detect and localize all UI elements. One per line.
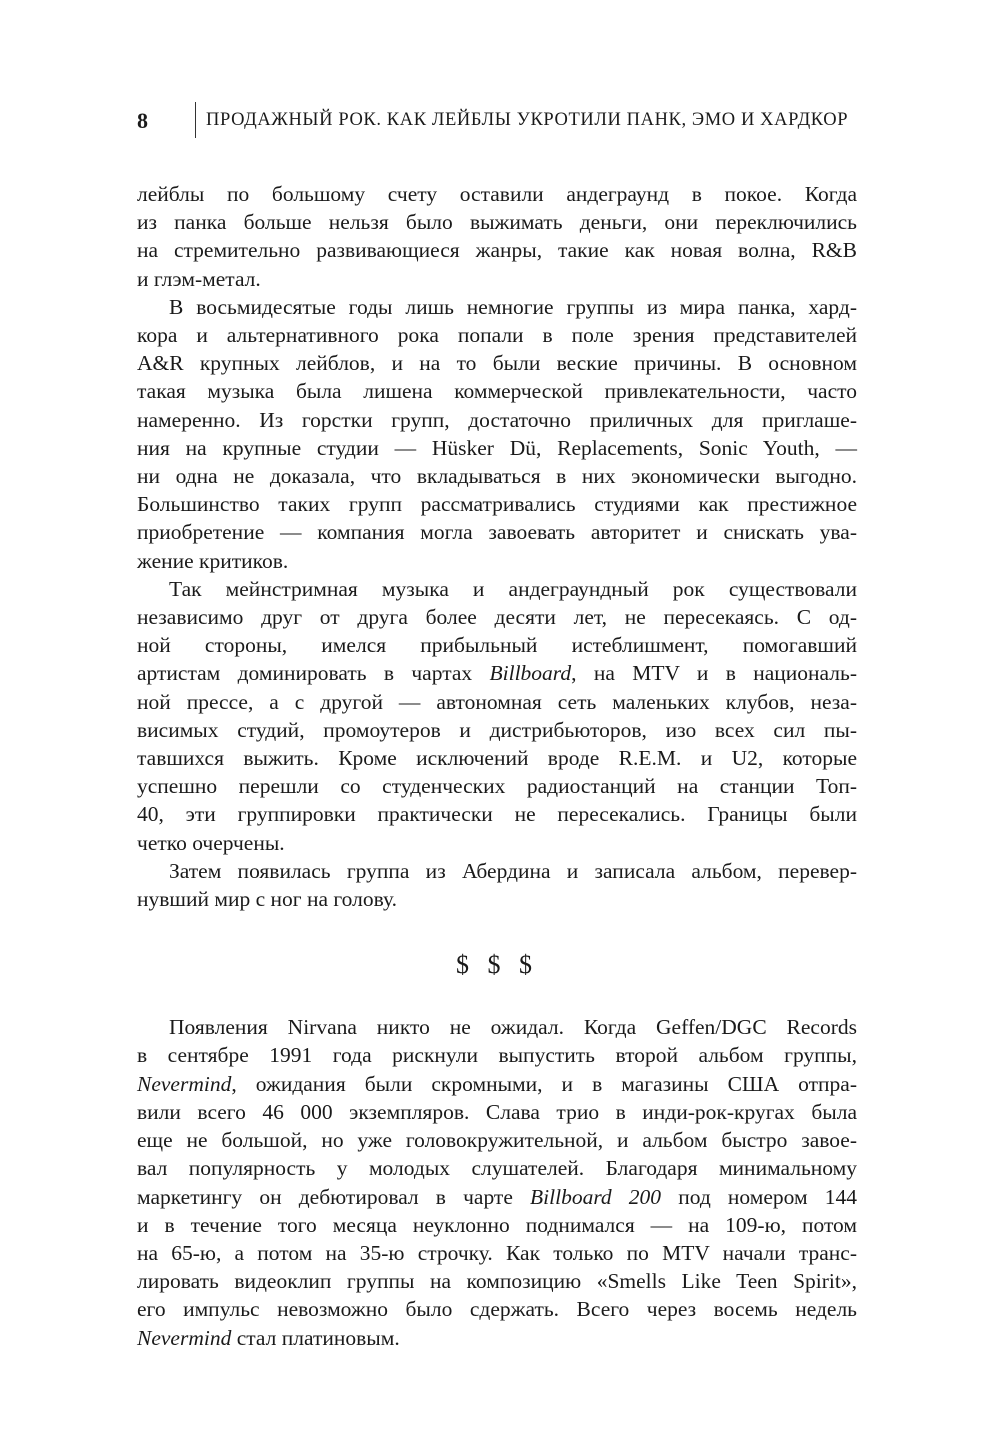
text-line: приобретение — компания могла завоевать авторитет и снискать ува- [137,520,857,545]
text-line: такая музыка была лишена коммерческой привлекательности, часто [137,379,857,404]
text-line: четко очерчены. [137,830,285,855]
text-line: ни одна не доказала, что вкладываться в них экономически выгодно. [137,464,857,489]
text-line: ной стороны, имелся прибыльный истеблишмент, помогавший [137,633,857,658]
text-line: артистам доминировать в чартах Billboard, на MTV и в националь- [137,661,857,686]
text-line: еще не большой, но уже головокружительной, и альбом быстро завое- [137,1128,857,1153]
italic-title: Billboard [489,661,572,686]
text-line: ной прессе, а с другой — автономная сеть маленьких клубов, неза- [137,689,857,714]
text-line: в сентябре 1991 года рискнули выпустить второй альбом группы, [137,1043,857,1068]
text-line: намеренно. Из горстки групп, достаточно приличных для приглаше- [137,407,857,432]
paragraph [137,1013,857,1351]
text-line: жение критиков. [137,548,289,573]
text-line: Появления Nirvana никто не ожидал. Когда Geffen/DGC Records [169,1015,857,1040]
section-separator: $ $ $ [456,950,538,980]
text-line: на 65-ю, а потом на 35-ю строчку. Как только по MTV начали транс- [137,1240,857,1265]
text-line: A&R крупных лейблов, и на то были веские причины. В основном [137,351,857,376]
text-line: Так мейнстримная музыка и андеграундный рок существовали [169,576,857,601]
text-line: Затем появилась группа из Абердина и записала альбом, перевер- [169,858,857,883]
text-line: Nevermind стал платиновым. [137,1325,400,1350]
text-line: 40, эти группировки практически не пересекались. Границы были [137,802,857,827]
header-divider [195,102,196,138]
italic-title: Nevermind [137,1325,232,1350]
text-line: нувший мир с ног на голову. [137,887,397,912]
text-line: вили всего 46 000 экземпляров. Слава трио в инди-рок-кругах была [137,1099,857,1124]
running-head [137,104,857,140]
text-line: независимо друг от друга более десяти лет, не пересекаясь. С од- [137,605,857,630]
text-line: лейблы по большому счету оставили андеграунд в покое. Когда [137,182,857,206]
body-text [137,180,857,1352]
paragraphs-before-separator [137,180,857,913]
text-line: и глэм-метал. [137,266,261,291]
text-line: успешно перешли со студенческих радиостанций на станции Топ- [137,774,857,799]
text-line: из панка больше нельзя было выжимать деньги, они переключились [137,210,857,235]
text-line: лировать видеоклип группы на композицию «Smells Like Teen Spirit», [137,1269,857,1294]
paragraph [137,857,857,913]
text-line: Большинство таких групп рассматривались студиями как престижное [137,492,857,517]
paragraph [137,575,857,857]
paragraph [137,180,857,293]
paragraphs-after-separator [137,1013,857,1351]
italic-title: Billboard 200 [530,1184,662,1209]
italic-title: Nevermind [137,1071,232,1096]
text-line: ния на крупные студии — Hüsker Dü, Replacements, Sonic Youth, — [137,435,857,460]
text-line: висимых студий, промоутеров и дистрибьюторов, изо всех сил пы- [137,717,857,742]
page-number: 8 [137,108,149,133]
text-line: вал популярность у молодых слушателей. Благодаря минимальному [137,1156,857,1181]
text-line: тавшихся выжить. Кроме исключений вроде R.E.M. и U2, которые [137,746,857,771]
text-line: Nevermind, ожидания были скромными, и в магазины США отпра- [137,1071,857,1096]
text-line: и в течение того месяца неуклонно поднимался — на 109-ю, потом [137,1212,857,1237]
paragraph [137,293,857,575]
text-line: на стремительно развивающиеся жанры, такие как новая волна, R&B [137,238,857,263]
text-line: его импульс невозможно было сдержать. Всего через восемь недель [137,1297,857,1322]
text-line: В восьмидесятые годы лишь немногие группы из мира панка, хард- [169,294,857,319]
running-title: ПРОДАЖНЫЙ РОК. КАК ЛЕЙБЛЫ УКРОТИЛИ ПАНК, ЭМО И ХАРДКОР [206,110,849,130]
text-line: кора и альтернативного рока попали в поле зрения представителей [137,323,857,348]
text-line: маркетингу он дебютировал в чарте Billboard 200 под номером 144 [137,1184,858,1209]
